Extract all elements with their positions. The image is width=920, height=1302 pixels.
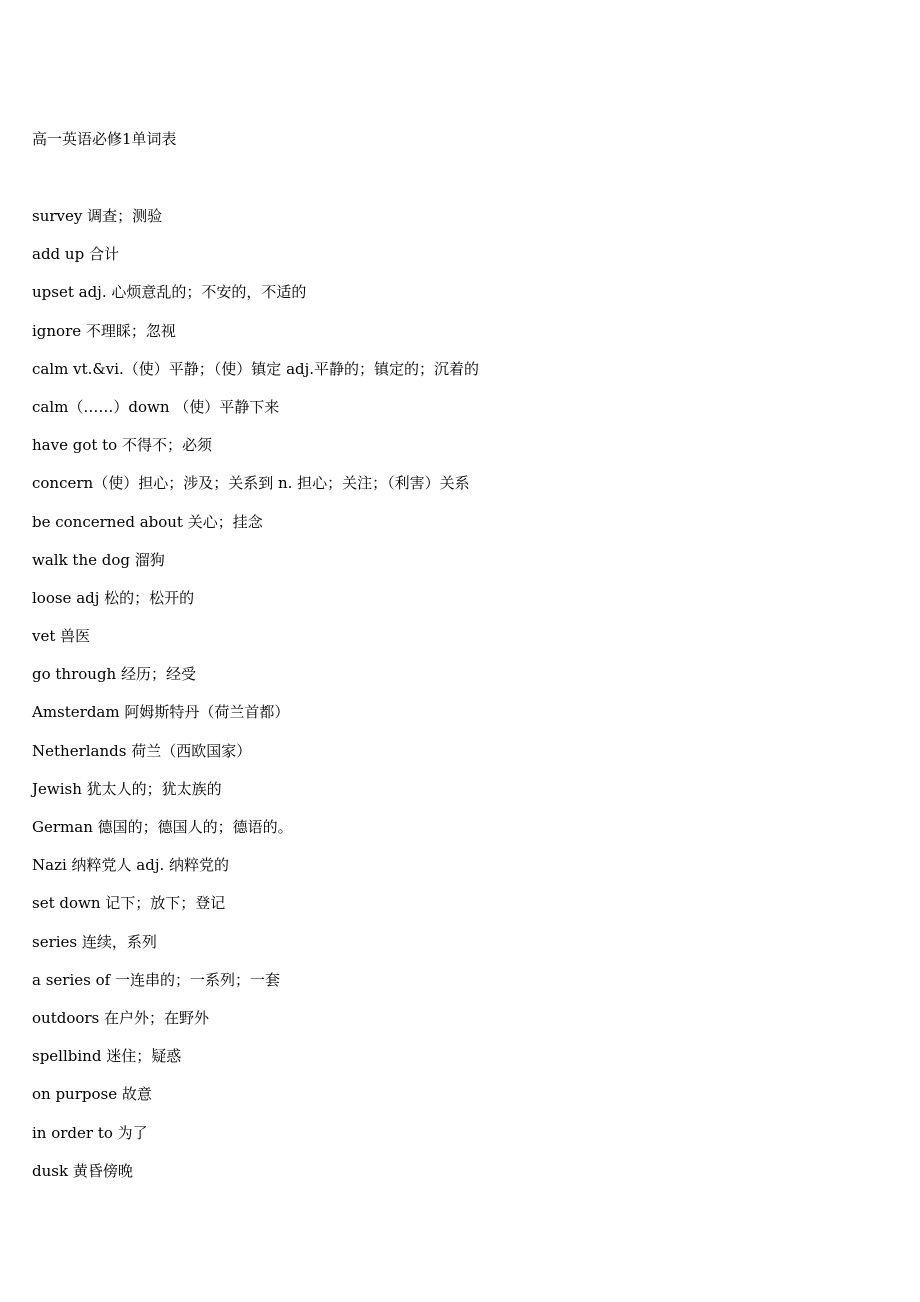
vocabulary-entry: set down 记下；放下；登记 [32,894,226,913]
vocabulary-entry: upset adj. 心烦意乱的；不安的，不适的 [32,283,307,302]
vocabulary-entry: on purpose 故意 [32,1085,152,1104]
vocabulary-list [32,205,892,1198]
vocabulary-entry: vet 兽医 [32,627,91,646]
vocabulary-entry: Amsterdam 阿姆斯特丹（荷兰首都） [32,703,290,722]
vocabulary-entry: in order to 为了 [32,1123,148,1142]
vocabulary-entry: concern（使）担心；涉及；关系到 n. 担心；关注；（利害）关系 [32,474,470,493]
vocabulary-entry: spellbind 迷住；疑惑 [32,1047,182,1066]
vocabulary-entry: Nazi 纳粹党人 adj. 纳粹党的 [32,856,230,875]
vocabulary-entry: series 连续，系列 [32,932,157,951]
vocabulary-entry: calm（……）down （使）平静下来 [32,397,280,416]
vocabulary-entry: ignore 不理睬；忽视 [32,321,176,340]
vocabulary-entry: go through 经历；经受 [32,665,196,684]
vocabulary-entry: German 德国的；德国人的；德语的。 [32,818,293,836]
vocabulary-entry: calm vt.&vi.（使）平静；（使）镇定 adj.平静的；镇定的；沉着的 [32,359,480,378]
vocabulary-entry: loose adj 松的；松开的 [32,588,195,607]
vocabulary-entry: outdoors 在户外；在野外 [32,1008,210,1027]
vocabulary-entry: survey 调查；测验 [32,207,163,225]
vocabulary-entry: Jewish 犹太人的；犹太族的 [32,779,222,798]
vocabulary-entry: have got to 不得不；必须 [32,436,212,455]
vocabulary-entry: be concerned about 关心；挂念 [32,512,263,531]
vocabulary-entry: a series of 一连串的；一系列；一套 [32,970,280,989]
page-title: 高一英语必修1单词表 [32,130,177,148]
vocabulary-entry: dusk 黄昏傍晚 [32,1161,133,1180]
vocabulary-entry: add up 合计 [32,245,119,264]
vocabulary-entry: walk the dog 溜狗 [32,550,165,569]
vocabulary-entry: Netherlands 荷兰（西欧国家） [32,741,252,760]
